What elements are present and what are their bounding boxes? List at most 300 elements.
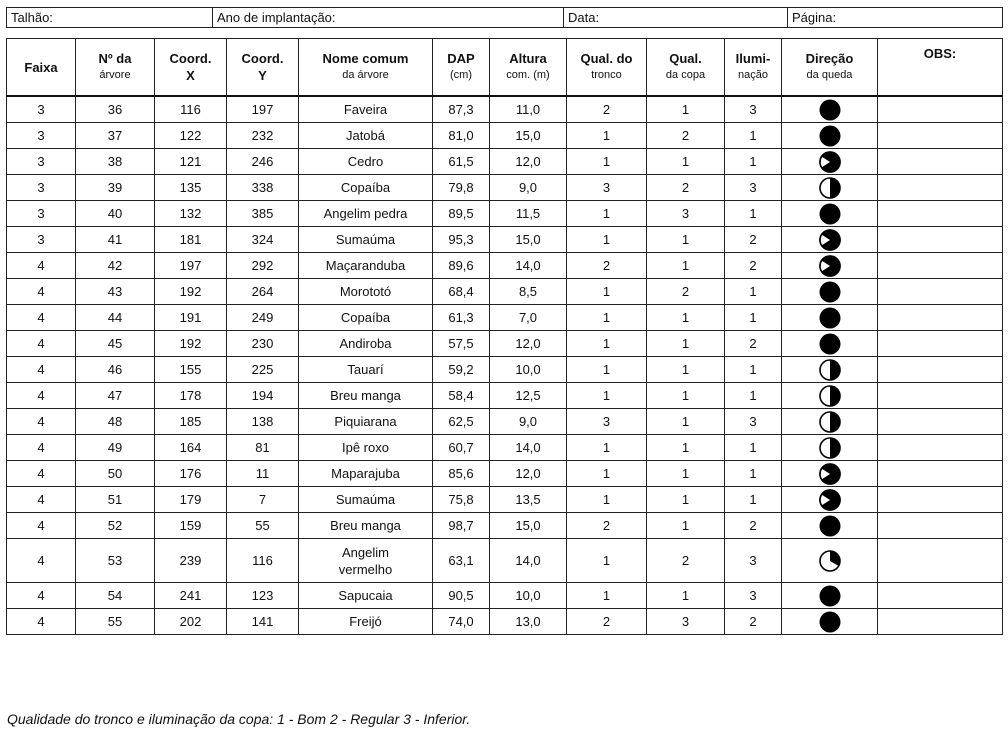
cell-iluminacao: 3 bbox=[725, 539, 782, 583]
cell-iluminacao: 2 bbox=[725, 331, 782, 357]
full-circle-icon bbox=[818, 610, 842, 634]
table-row bbox=[7, 609, 1003, 635]
cell-altura: 13,0 bbox=[490, 609, 567, 635]
cell-faixa: 4 bbox=[7, 435, 76, 461]
cell-dap: 98,7 bbox=[433, 513, 490, 539]
cell-altura: 8,5 bbox=[490, 279, 567, 305]
cell-qual-copa: 1 bbox=[647, 357, 725, 383]
col-altura: Altura com. (m) bbox=[490, 39, 567, 97]
cell-direcao-queda bbox=[782, 253, 878, 279]
cell-faixa: 3 bbox=[7, 201, 76, 227]
col-direcao-queda: Direção da queda bbox=[782, 39, 878, 97]
cell-altura: 15,0 bbox=[490, 227, 567, 253]
cell-altura: 9,0 bbox=[490, 409, 567, 435]
form-header bbox=[6, 7, 1003, 28]
cell-qual-copa: 1 bbox=[647, 409, 725, 435]
cell-dap: 81,0 bbox=[433, 123, 490, 149]
cell-arvore: 42 bbox=[76, 253, 155, 279]
cell-arvore: 43 bbox=[76, 279, 155, 305]
cell-faixa: 4 bbox=[7, 279, 76, 305]
cell-dap: 68,4 bbox=[433, 279, 490, 305]
cell-direcao-queda bbox=[782, 279, 878, 305]
cell-qual-tronco: 1 bbox=[567, 357, 647, 383]
cell-qual-tronco: 1 bbox=[567, 583, 647, 609]
cell-dap: 95,3 bbox=[433, 227, 490, 253]
cell-qual-copa: 1 bbox=[647, 227, 725, 253]
cell-obs bbox=[878, 253, 1003, 279]
cell-direcao-queda bbox=[782, 513, 878, 539]
cell-iluminacao: 2 bbox=[725, 227, 782, 253]
cell-obs bbox=[878, 123, 1003, 149]
table-row bbox=[7, 357, 1003, 383]
cell-iluminacao: 1 bbox=[725, 383, 782, 409]
cell-altura: 10,0 bbox=[490, 357, 567, 383]
cell-coord-y: 246 bbox=[227, 149, 299, 175]
cell-altura: 11,0 bbox=[490, 96, 567, 123]
table-row bbox=[7, 383, 1003, 409]
cell-obs bbox=[878, 279, 1003, 305]
cell-arvore: 40 bbox=[76, 201, 155, 227]
cell-faixa: 3 bbox=[7, 96, 76, 123]
cell-direcao-queda bbox=[782, 201, 878, 227]
cell-qual-copa: 2 bbox=[647, 539, 725, 583]
cell-qual-copa: 1 bbox=[647, 435, 725, 461]
cell-obs bbox=[878, 409, 1003, 435]
cell-dap: 63,1 bbox=[433, 539, 490, 583]
cell-nome: Breu manga bbox=[299, 383, 433, 409]
full-circle-icon bbox=[818, 98, 842, 122]
cell-arvore: 47 bbox=[76, 383, 155, 409]
table-row bbox=[7, 201, 1003, 227]
cell-coord-x: 164 bbox=[155, 435, 227, 461]
cell-nome: Sapucaia bbox=[299, 583, 433, 609]
cell-arvore: 54 bbox=[76, 583, 155, 609]
cell-faixa: 4 bbox=[7, 539, 76, 583]
cell-nome: Copaíba bbox=[299, 175, 433, 201]
cell-direcao-queda bbox=[782, 539, 878, 583]
cell-arvore: 53 bbox=[76, 539, 155, 583]
cell-altura: 14,0 bbox=[490, 435, 567, 461]
cell-faixa: 4 bbox=[7, 609, 76, 635]
cell-altura: 11,5 bbox=[490, 201, 567, 227]
cell-faixa: 4 bbox=[7, 253, 76, 279]
cell-altura: 12,0 bbox=[490, 149, 567, 175]
cell-direcao-queda bbox=[782, 175, 878, 201]
cell-qual-tronco: 3 bbox=[567, 409, 647, 435]
cell-faixa: 4 bbox=[7, 331, 76, 357]
cell-coord-y: 385 bbox=[227, 201, 299, 227]
cell-arvore: 39 bbox=[76, 175, 155, 201]
cell-coord-x: 116 bbox=[155, 96, 227, 123]
cell-obs bbox=[878, 487, 1003, 513]
cell-coord-x: 192 bbox=[155, 331, 227, 357]
cell-iluminacao: 3 bbox=[725, 96, 782, 123]
cell-arvore: 51 bbox=[76, 487, 155, 513]
cell-nome: Freijó bbox=[299, 609, 433, 635]
full-circle-icon bbox=[818, 584, 842, 608]
table-row bbox=[7, 331, 1003, 357]
cell-obs bbox=[878, 609, 1003, 635]
table-row bbox=[7, 279, 1003, 305]
half-right-circle-icon bbox=[818, 358, 842, 382]
table-row bbox=[7, 175, 1003, 201]
cell-direcao-queda bbox=[782, 409, 878, 435]
cell-nome: Sumaúma bbox=[299, 487, 433, 513]
wedge-left-circle-icon bbox=[818, 150, 842, 174]
cell-coord-y: 324 bbox=[227, 227, 299, 253]
col-dap: DAP (cm) bbox=[433, 39, 490, 97]
cell-qual-copa: 2 bbox=[647, 123, 725, 149]
cell-faixa: 3 bbox=[7, 123, 76, 149]
cell-altura: 14,0 bbox=[490, 539, 567, 583]
cell-obs bbox=[878, 383, 1003, 409]
cell-direcao-queda bbox=[782, 123, 878, 149]
cell-obs bbox=[878, 149, 1003, 175]
cell-nome: Maparajuba bbox=[299, 461, 433, 487]
table-body bbox=[7, 96, 1003, 635]
cell-direcao-queda bbox=[782, 383, 878, 409]
cell-nome: Tauarí bbox=[299, 357, 433, 383]
cell-obs bbox=[878, 175, 1003, 201]
wedge-left-circle-icon bbox=[818, 254, 842, 278]
cell-dap: 57,5 bbox=[433, 331, 490, 357]
cell-iluminacao: 3 bbox=[725, 583, 782, 609]
table-row bbox=[7, 149, 1003, 175]
cell-obs bbox=[878, 331, 1003, 357]
cell-nome: Ipê roxo bbox=[299, 435, 433, 461]
cell-iluminacao: 1 bbox=[725, 435, 782, 461]
cell-coord-x: 132 bbox=[155, 201, 227, 227]
cell-coord-y: 225 bbox=[227, 357, 299, 383]
cell-qual-copa: 1 bbox=[647, 487, 725, 513]
col-obs: OBS: bbox=[878, 39, 1003, 97]
cell-faixa: 4 bbox=[7, 461, 76, 487]
cell-iluminacao: 1 bbox=[725, 279, 782, 305]
cell-arvore: 41 bbox=[76, 227, 155, 253]
half-right-circle-icon bbox=[818, 410, 842, 434]
cell-faixa: 4 bbox=[7, 305, 76, 331]
cell-nome: Maçaranduba bbox=[299, 253, 433, 279]
cell-qual-copa: 3 bbox=[647, 201, 725, 227]
table-row bbox=[7, 305, 1003, 331]
col-coord-x: Coord. X bbox=[155, 39, 227, 97]
cell-coord-x: 155 bbox=[155, 357, 227, 383]
cell-qual-tronco: 1 bbox=[567, 383, 647, 409]
cell-direcao-queda bbox=[782, 435, 878, 461]
table-row bbox=[7, 583, 1003, 609]
cell-nome: Piquiarana bbox=[299, 409, 433, 435]
cell-qual-tronco: 1 bbox=[567, 435, 647, 461]
cell-coord-x: 239 bbox=[155, 539, 227, 583]
cell-altura: 10,0 bbox=[490, 583, 567, 609]
col-faixa: Faixa bbox=[7, 39, 76, 97]
cell-obs bbox=[878, 201, 1003, 227]
cell-qual-copa: 1 bbox=[647, 253, 725, 279]
full-circle-icon bbox=[818, 514, 842, 538]
cell-faixa: 4 bbox=[7, 583, 76, 609]
table-header-row bbox=[7, 39, 1003, 97]
cell-iluminacao: 3 bbox=[725, 175, 782, 201]
cell-coord-y: 11 bbox=[227, 461, 299, 487]
cell-direcao-queda bbox=[782, 305, 878, 331]
cell-dap: 90,5 bbox=[433, 583, 490, 609]
cell-qual-copa: 1 bbox=[647, 513, 725, 539]
wedge-right-circle-icon bbox=[818, 549, 842, 573]
full-circle-icon bbox=[818, 202, 842, 226]
cell-obs bbox=[878, 227, 1003, 253]
col-nome: Nome comum da árvore bbox=[299, 39, 433, 97]
cell-qual-tronco: 1 bbox=[567, 331, 647, 357]
cell-qual-copa: 1 bbox=[647, 305, 725, 331]
cell-qual-tronco: 1 bbox=[567, 227, 647, 253]
table-row bbox=[7, 461, 1003, 487]
cell-dap: 85,6 bbox=[433, 461, 490, 487]
cell-dap: 58,4 bbox=[433, 383, 490, 409]
cell-obs bbox=[878, 305, 1003, 331]
cell-coord-y: 230 bbox=[227, 331, 299, 357]
full-circle-icon bbox=[818, 280, 842, 304]
cell-altura: 12,0 bbox=[490, 461, 567, 487]
cell-dap: 89,6 bbox=[433, 253, 490, 279]
cell-obs bbox=[878, 461, 1003, 487]
cell-iluminacao: 1 bbox=[725, 201, 782, 227]
cell-arvore: 36 bbox=[76, 96, 155, 123]
cell-coord-y: 249 bbox=[227, 305, 299, 331]
cell-direcao-queda bbox=[782, 583, 878, 609]
cell-qual-tronco: 1 bbox=[567, 149, 647, 175]
half-right-circle-icon bbox=[818, 436, 842, 460]
col-arvore: Nº da árvore bbox=[76, 39, 155, 97]
cell-coord-x: 176 bbox=[155, 461, 227, 487]
cell-dap: 61,5 bbox=[433, 149, 490, 175]
cell-coord-x: 178 bbox=[155, 383, 227, 409]
table-row bbox=[7, 96, 1003, 123]
col-coord-y: Coord. Y bbox=[227, 39, 299, 97]
cell-faixa: 4 bbox=[7, 409, 76, 435]
cell-altura: 12,5 bbox=[490, 383, 567, 409]
cell-coord-y: 264 bbox=[227, 279, 299, 305]
cell-coord-x: 179 bbox=[155, 487, 227, 513]
table-row bbox=[7, 123, 1003, 149]
cell-coord-y: 116 bbox=[227, 539, 299, 583]
cell-coord-x: 241 bbox=[155, 583, 227, 609]
cell-nome: Angelim vermelho bbox=[299, 539, 433, 583]
cell-qual-tronco: 1 bbox=[567, 487, 647, 513]
data-field: Data: bbox=[564, 8, 788, 28]
cell-iluminacao: 2 bbox=[725, 253, 782, 279]
half-right-circle-icon bbox=[818, 176, 842, 200]
table-row bbox=[7, 513, 1003, 539]
cell-iluminacao: 1 bbox=[725, 357, 782, 383]
cell-qual-copa: 1 bbox=[647, 331, 725, 357]
cell-qual-tronco: 2 bbox=[567, 609, 647, 635]
cell-arvore: 49 bbox=[76, 435, 155, 461]
cell-dap: 75,8 bbox=[433, 487, 490, 513]
talhao-field: Talhão: bbox=[7, 8, 213, 28]
cell-coord-x: 122 bbox=[155, 123, 227, 149]
full-circle-icon bbox=[818, 306, 842, 330]
col-qual-tronco: Qual. do tronco bbox=[567, 39, 647, 97]
cell-coord-x: 135 bbox=[155, 175, 227, 201]
cell-nome: Breu manga bbox=[299, 513, 433, 539]
cell-coord-y: 141 bbox=[227, 609, 299, 635]
cell-qual-copa: 3 bbox=[647, 609, 725, 635]
wedge-left-circle-icon bbox=[818, 488, 842, 512]
cell-qual-copa: 2 bbox=[647, 279, 725, 305]
table-row bbox=[7, 539, 1003, 583]
cell-coord-y: 138 bbox=[227, 409, 299, 435]
table-row bbox=[7, 227, 1003, 253]
cell-direcao-queda bbox=[782, 96, 878, 123]
cell-nome: Sumaúma bbox=[299, 227, 433, 253]
cell-obs bbox=[878, 435, 1003, 461]
cell-faixa: 4 bbox=[7, 487, 76, 513]
cell-altura: 7,0 bbox=[490, 305, 567, 331]
cell-arvore: 50 bbox=[76, 461, 155, 487]
table-row bbox=[7, 435, 1003, 461]
table-row bbox=[7, 409, 1003, 435]
cell-coord-y: 55 bbox=[227, 513, 299, 539]
cell-qual-copa: 1 bbox=[647, 383, 725, 409]
cell-arvore: 52 bbox=[76, 513, 155, 539]
wedge-left-circle-icon bbox=[818, 462, 842, 486]
col-qual-copa: Qual. da copa bbox=[647, 39, 725, 97]
cell-coord-y: 197 bbox=[227, 96, 299, 123]
cell-coord-x: 197 bbox=[155, 253, 227, 279]
cell-nome: Cedro bbox=[299, 149, 433, 175]
cell-dap: 59,2 bbox=[433, 357, 490, 383]
cell-altura: 14,0 bbox=[490, 253, 567, 279]
cell-obs bbox=[878, 583, 1003, 609]
ano-implantacao-field: Ano de implantação: bbox=[213, 8, 564, 28]
cell-coord-y: 292 bbox=[227, 253, 299, 279]
cell-arvore: 44 bbox=[76, 305, 155, 331]
cell-direcao-queda bbox=[782, 357, 878, 383]
cell-qual-tronco: 1 bbox=[567, 201, 647, 227]
cell-dap: 61,3 bbox=[433, 305, 490, 331]
cell-iluminacao: 2 bbox=[725, 513, 782, 539]
cell-dap: 79,8 bbox=[433, 175, 490, 201]
cell-qual-copa: 1 bbox=[647, 461, 725, 487]
cell-nome: Morototó bbox=[299, 279, 433, 305]
cell-coord-y: 232 bbox=[227, 123, 299, 149]
cell-qual-copa: 2 bbox=[647, 175, 725, 201]
cell-qual-tronco: 1 bbox=[567, 305, 647, 331]
cell-qual-tronco: 3 bbox=[567, 175, 647, 201]
cell-iluminacao: 1 bbox=[725, 305, 782, 331]
cell-arvore: 38 bbox=[76, 149, 155, 175]
cell-obs bbox=[878, 357, 1003, 383]
cell-qual-copa: 1 bbox=[647, 96, 725, 123]
cell-faixa: 3 bbox=[7, 175, 76, 201]
cell-nome: Faveira bbox=[299, 96, 433, 123]
cell-qual-tronco: 2 bbox=[567, 96, 647, 123]
cell-nome: Copaíba bbox=[299, 305, 433, 331]
wedge-left-circle-icon bbox=[818, 228, 842, 252]
cell-iluminacao: 2 bbox=[725, 609, 782, 635]
tree-inventory-table bbox=[6, 38, 1003, 635]
cell-nome: Angelim pedra bbox=[299, 201, 433, 227]
cell-altura: 15,0 bbox=[490, 123, 567, 149]
cell-iluminacao: 1 bbox=[725, 487, 782, 513]
cell-arvore: 45 bbox=[76, 331, 155, 357]
cell-coord-x: 185 bbox=[155, 409, 227, 435]
full-circle-icon bbox=[818, 332, 842, 356]
cell-qual-copa: 1 bbox=[647, 583, 725, 609]
cell-arvore: 37 bbox=[76, 123, 155, 149]
cell-iluminacao: 3 bbox=[725, 409, 782, 435]
cell-faixa: 4 bbox=[7, 383, 76, 409]
table-row bbox=[7, 487, 1003, 513]
cell-altura: 12,0 bbox=[490, 331, 567, 357]
pagina-field: Página: bbox=[788, 8, 1003, 28]
cell-coord-x: 181 bbox=[155, 227, 227, 253]
full-circle-icon bbox=[818, 124, 842, 148]
cell-arvore: 55 bbox=[76, 609, 155, 635]
cell-arvore: 48 bbox=[76, 409, 155, 435]
cell-direcao-queda bbox=[782, 487, 878, 513]
cell-qual-tronco: 1 bbox=[567, 461, 647, 487]
cell-faixa: 3 bbox=[7, 227, 76, 253]
cell-iluminacao: 1 bbox=[725, 149, 782, 175]
cell-direcao-queda bbox=[782, 331, 878, 357]
cell-qual-copa: 1 bbox=[647, 149, 725, 175]
cell-direcao-queda bbox=[782, 609, 878, 635]
cell-altura: 15,0 bbox=[490, 513, 567, 539]
cell-qual-tronco: 1 bbox=[567, 123, 647, 149]
cell-qual-tronco: 2 bbox=[567, 253, 647, 279]
cell-faixa: 4 bbox=[7, 513, 76, 539]
cell-nome: Andiroba bbox=[299, 331, 433, 357]
cell-altura: 13,5 bbox=[490, 487, 567, 513]
col-iluminacao: Ilumi- nação bbox=[725, 39, 782, 97]
table-row bbox=[7, 253, 1003, 279]
cell-coord-x: 159 bbox=[155, 513, 227, 539]
cell-nome: Jatobá bbox=[299, 123, 433, 149]
cell-coord-y: 194 bbox=[227, 383, 299, 409]
cell-coord-x: 121 bbox=[155, 149, 227, 175]
cell-qual-tronco: 1 bbox=[567, 539, 647, 583]
cell-dap: 74,0 bbox=[433, 609, 490, 635]
cell-faixa: 3 bbox=[7, 149, 76, 175]
cell-iluminacao: 1 bbox=[725, 123, 782, 149]
cell-obs bbox=[878, 513, 1003, 539]
cell-dap: 87,3 bbox=[433, 96, 490, 123]
cell-obs bbox=[878, 539, 1003, 583]
cell-direcao-queda bbox=[782, 461, 878, 487]
cell-qual-tronco: 1 bbox=[567, 279, 647, 305]
cell-coord-x: 192 bbox=[155, 279, 227, 305]
cell-coord-y: 7 bbox=[227, 487, 299, 513]
cell-dap: 60,7 bbox=[433, 435, 490, 461]
cell-coord-x: 202 bbox=[155, 609, 227, 635]
cell-altura: 9,0 bbox=[490, 175, 567, 201]
half-right-circle-icon bbox=[818, 384, 842, 408]
cell-arvore: 46 bbox=[76, 357, 155, 383]
cell-direcao-queda bbox=[782, 149, 878, 175]
cell-obs bbox=[878, 96, 1003, 123]
cell-qual-tronco: 2 bbox=[567, 513, 647, 539]
cell-iluminacao: 1 bbox=[725, 461, 782, 487]
cell-dap: 89,5 bbox=[433, 201, 490, 227]
legend-note: Qualidade do tronco e iluminação da copa: 1 - Bom 2 - Regular 3 - Inferior. bbox=[7, 711, 471, 727]
cell-coord-x: 191 bbox=[155, 305, 227, 331]
cell-coord-y: 123 bbox=[227, 583, 299, 609]
cell-coord-y: 338 bbox=[227, 175, 299, 201]
cell-direcao-queda bbox=[782, 227, 878, 253]
cell-dap: 62,5 bbox=[433, 409, 490, 435]
cell-faixa: 4 bbox=[7, 357, 76, 383]
